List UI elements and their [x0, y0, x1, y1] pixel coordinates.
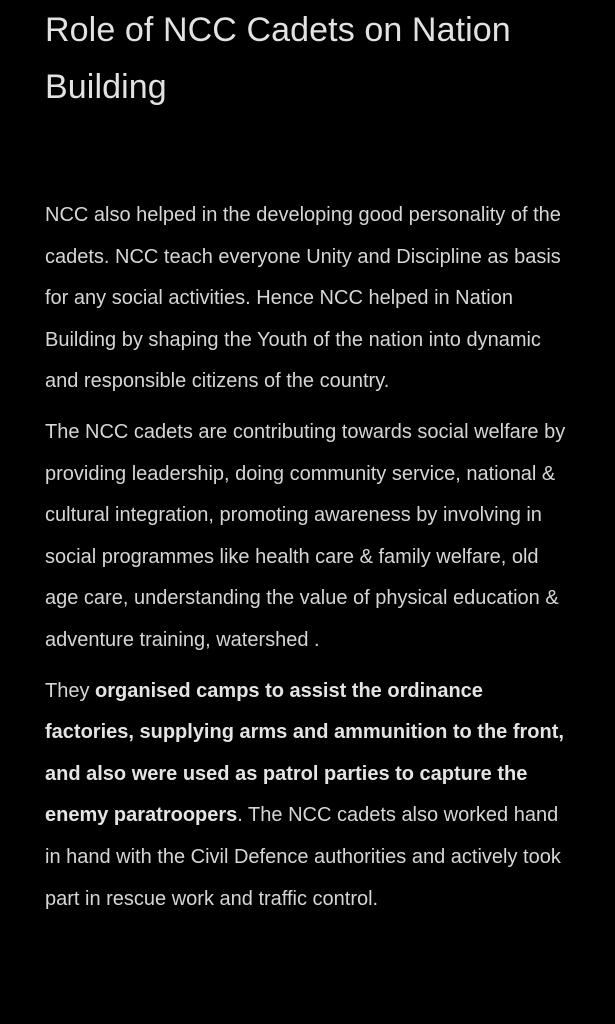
paragraph-social-welfare: The NCC cadets are contributing towards social welfare by providing leadership, doing community service, national & cultural integration, promoting awareness by involving in social programmes like health care & family welfare, old age care, understanding the value of physical education & adventure training, watershed .: [45, 420, 566, 651]
paragraph-nation-building: NCC also helped in the developing good personality of the cadets. NCC teach everyone Unity and Discipline as basis for any social activities. Hence NCC helped in Nation Building by shaping the Youth of the nation into dynamic and responsible citizens of the country.: [45, 204, 561, 393]
paragraph-rest-text: . The NCC cadets also worked hand in hand with the Civil Defence authorities and actively took part in rescue work and traffic control.: [45, 804, 561, 910]
article: [45, 0, 575, 920]
article-title: Role of NCC Cadets on Nation Building: [45, 11, 511, 106]
paragraph-lead-text: They: [45, 679, 96, 702]
bold-highlight-text: organised camps to assist the ordinance factories, supplying arms and ammunition to the front, and also were used as patrol parties to capture the enemy paratroopers: [45, 679, 564, 827]
paragraph-wartime-role: [45, 671, 575, 921]
